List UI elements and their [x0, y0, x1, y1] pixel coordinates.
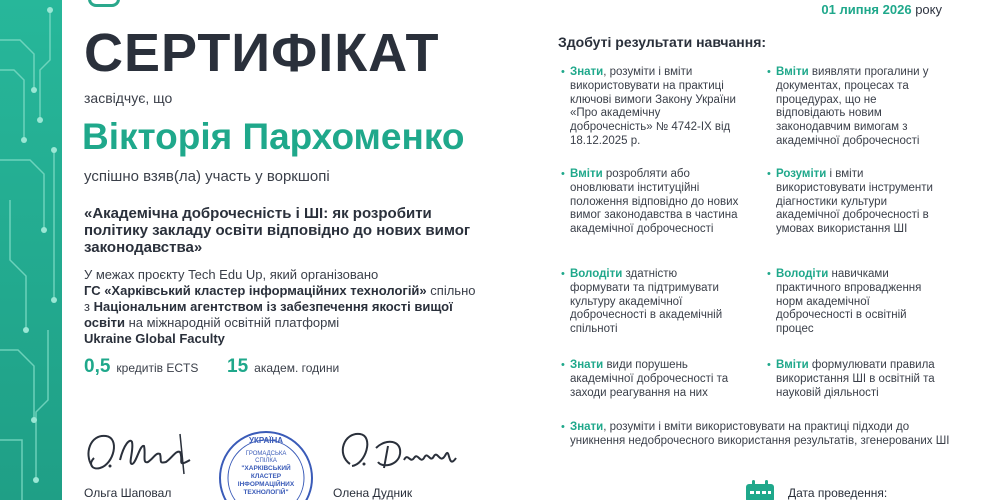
result-item-7 — [561, 359, 740, 400]
bullet-icon: • — [561, 359, 565, 371]
result-item-3 — [561, 168, 740, 237]
result-keyword: Володіти — [570, 268, 623, 280]
certifies-text: засвідчує, що — [84, 90, 173, 106]
official-stamp — [216, 428, 316, 500]
result-keyword: Знати — [570, 421, 604, 433]
platform-name: Ukraine Global Faculty — [84, 331, 225, 346]
issue-date-year: 2026 — [882, 2, 912, 17]
stamp-line-3: "ХАРКІВСЬКИЙ — [241, 465, 291, 472]
result-text: , розуміти і вміти використовувати на практиці підходи до уникнення недоброчесного використання результатів, згенерованих ШІ — [570, 421, 950, 447]
results-title: Здобуті результати навчання: — [558, 34, 767, 50]
hours-label: академ. години — [254, 361, 340, 375]
signer-1-name: Ольга Шаповал — [84, 486, 172, 500]
result-keyword: Вміти — [776, 66, 809, 78]
bullet-icon: • — [561, 168, 565, 180]
result-item-1 — [561, 66, 740, 149]
result-item-5 — [561, 268, 740, 337]
event-date-label: Дата проведення: — [788, 486, 888, 500]
bullet-icon: • — [767, 168, 771, 180]
result-item-9 — [561, 421, 955, 449]
result-keyword: Знати — [570, 66, 604, 78]
result-item-2 — [767, 66, 946, 149]
logo-mark — [88, 0, 120, 7]
project-joint: спільно з — [84, 283, 476, 314]
workshop-title: «Академічна доброчесність і ШІ: як розробити політику закладу освіти відповідно до нових вимог законодавства» — [84, 205, 471, 256]
result-text: формулювати правила використання ШІ в освітній та науковій діяльності — [776, 359, 935, 399]
circuit-decoration — [0, 0, 70, 500]
issue-date-daymonth: 01 липня — [821, 2, 880, 17]
certificate-title: СЕРТИФІКАТ — [84, 23, 440, 83]
stamp-line-6: ТЕХНОЛОГІЙ" — [243, 489, 289, 496]
result-item-6 — [767, 268, 946, 337]
partner-name: Національним агентством із забезпечення якості вищої освіти — [84, 299, 453, 330]
project-description — [84, 267, 484, 347]
bullet-icon: • — [561, 421, 565, 433]
project-platform-text: на міжнародній освітній платформі — [128, 315, 340, 330]
result-text: розробляти або оновлювати інституційні положення відповідно до нових вимог законодавства в частина академічної доброчесності — [570, 168, 739, 236]
stamp-line-1: ГРОМАДСЬКА — [245, 451, 287, 457]
stamp-line-2: СПІЛКА — [255, 458, 277, 464]
credits-row — [84, 356, 339, 378]
result-item-8 — [767, 359, 946, 400]
bullet-icon: • — [767, 66, 771, 78]
result-text: навичками практичного впровадження норм академічної доброчесності в освітній процес — [776, 268, 922, 336]
result-keyword: Знати — [570, 359, 604, 371]
result-item-4 — [767, 168, 946, 237]
result-text: види порушень академічної доброчесності та заходи реагування на них — [570, 359, 729, 399]
ects-label: кредитів ECTS — [116, 361, 199, 375]
stamp-line-4: КЛАСТЕР — [250, 473, 282, 480]
bullet-icon: • — [767, 359, 771, 371]
bullet-icon: • — [767, 268, 771, 280]
result-keyword: Розуміти — [776, 168, 827, 180]
organizer-name: ГС «Харківський кластер інформаційних технологій» — [84, 283, 427, 298]
result-text: здатністю формувати та підтримувати культуру академічної доброчесності в академічній спільноті — [570, 268, 723, 336]
result-text: виявляти прогалини у документах, процесах та процедурах, що не відповідають новим законодавчим вимогам з академічної доброчесності — [776, 66, 929, 147]
stamp-line-5: ІНФОРМАЦІЙНИХ — [237, 481, 295, 488]
issue-date-suffix: року — [915, 2, 942, 17]
result-text: і вміти використовувати інструменти діагностики культури академічної доброчесності в умовах використання ШІ — [776, 168, 933, 236]
issue-date — [821, 2, 942, 17]
result-text: , розуміти і вміти використовувати на практиці ключові вимоги Закону України «Про академічну доброчесність» № 4742-IX від 18.12.2025 р. — [570, 66, 736, 147]
result-keyword: Вміти — [570, 168, 603, 180]
signature-1 — [80, 424, 210, 484]
signer-2-name: Олена Дудник — [333, 486, 413, 500]
signature-2 — [330, 424, 470, 484]
result-keyword: Володіти — [776, 268, 829, 280]
hours-value: 15 — [227, 356, 249, 377]
project-intro: У межах проєкту Tech Edu Up, який організовано — [84, 267, 379, 282]
bullet-icon: • — [561, 268, 565, 280]
ects-value: 0,5 — [84, 356, 111, 377]
stamp-country: УКРАЇНА — [248, 436, 284, 445]
participation-text: успішно взяв(ла) участь у воркшопі — [84, 168, 330, 185]
recipient-name: Вікторія Пархоменко — [82, 116, 465, 157]
calendar-icon — [744, 479, 778, 500]
result-keyword: Вміти — [776, 359, 809, 371]
bullet-icon: • — [561, 66, 565, 78]
